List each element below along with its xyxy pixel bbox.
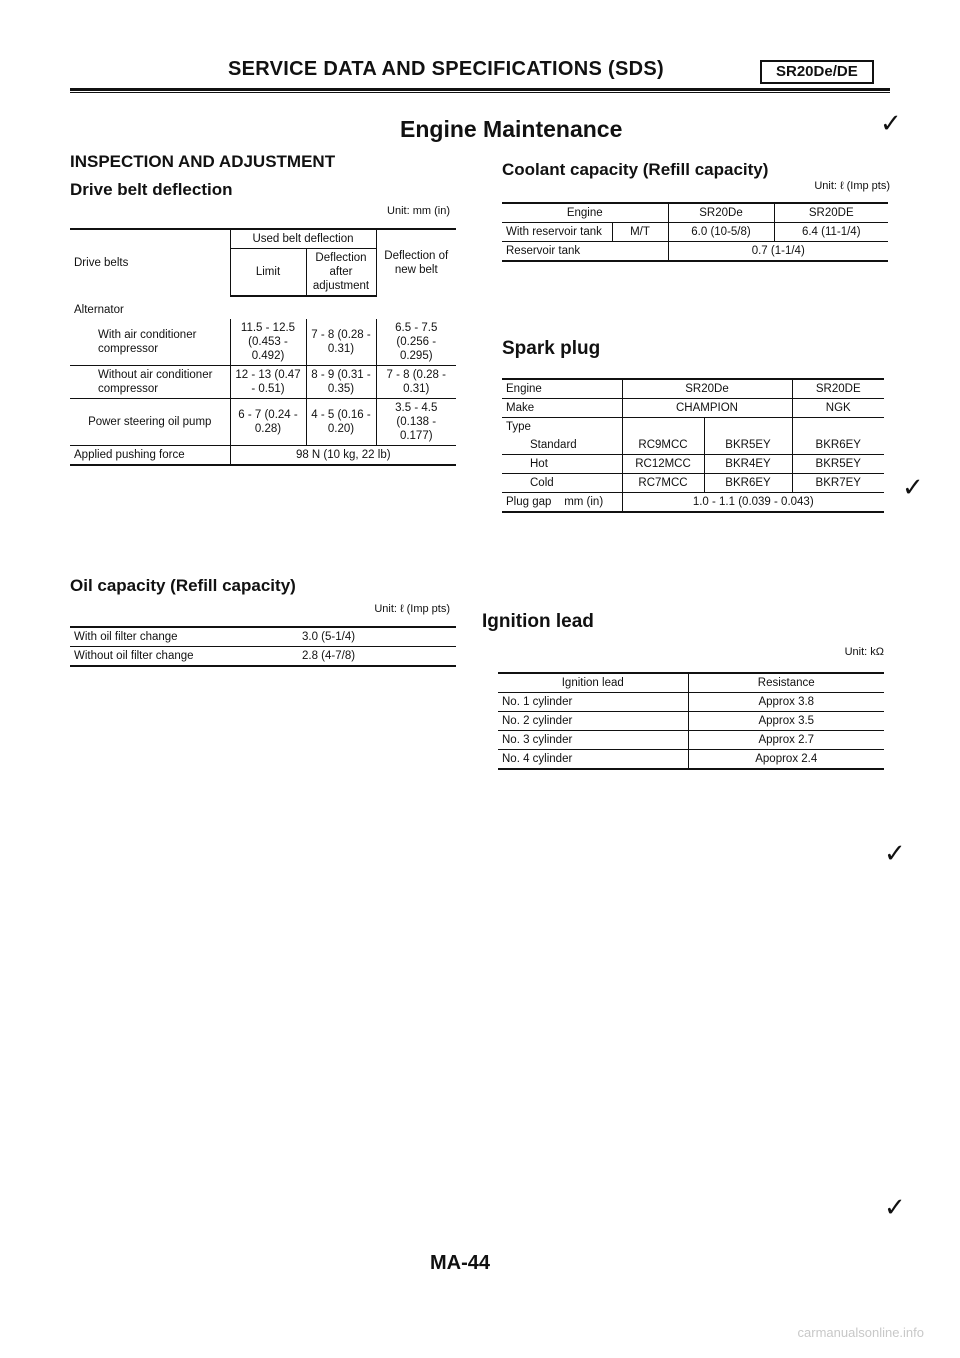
limit-value: 12 - 13 (0.47 - 0.51)	[230, 366, 306, 399]
row-label: No. 4 cylinder	[498, 750, 688, 770]
new-belt-header: Deflection of new belt	[376, 229, 456, 296]
table-row	[502, 455, 884, 474]
alternator-label: Alternator	[74, 304, 124, 316]
table-row	[70, 319, 456, 366]
plug-gap-unit: mm (in)	[564, 496, 604, 508]
drive-belt-title: Drive belt deflection	[70, 180, 233, 199]
pushing-force-value: 98 N (10 kg, 22 lb)	[230, 446, 456, 466]
transmission-value: M/T	[612, 223, 668, 242]
ignition-lead-title: Ignition lead	[482, 611, 594, 632]
new-value: 7 - 8 (0.28 - 0.31)	[376, 366, 456, 399]
table-row	[502, 242, 888, 262]
after-value: 7 - 8 (0.28 - 0.31)	[306, 319, 376, 366]
ignition-lead-header: Ignition lead	[498, 673, 688, 693]
ignition-lead-unit: Unit: kΩ	[844, 646, 884, 658]
after-value: 4 - 5 (0.16 - 0.20)	[306, 399, 376, 446]
revision-check-mark: ✓	[884, 838, 906, 868]
inspection-heading: INSPECTION AND ADJUSTMENT	[70, 152, 336, 171]
spark-plug-table	[502, 378, 884, 513]
ngk-lower-value: BKR4EY	[704, 455, 792, 474]
plug-gap-label	[502, 493, 622, 513]
revision-check-mark: ✓	[902, 472, 924, 502]
row-value: 0.7 (1-1/4)	[668, 242, 888, 262]
row-label: No. 3 cylinder	[498, 731, 688, 750]
engine-header: Engine	[502, 379, 622, 399]
table-row	[70, 446, 456, 466]
coolant-capacity-title: Coolant capacity (Refill capacity)	[502, 160, 769, 179]
champion-value: RC12MCC	[622, 455, 704, 474]
ngk-lower-value: BKR6EY	[704, 474, 792, 493]
table-row	[70, 399, 456, 446]
ngk-upper-value: BKR6EY	[792, 436, 884, 455]
table-row	[498, 750, 884, 770]
sr20de-upper-value: 6.4 (11-1/4)	[774, 223, 888, 242]
table-row	[498, 731, 884, 750]
drive-belt-table	[70, 228, 456, 466]
row-value: 2.8 (4-7/8)	[270, 647, 456, 667]
new-value: 3.5 - 4.5 (0.138 - 0.177)	[376, 399, 456, 446]
ngk-lower-value: BKR5EY	[704, 436, 792, 455]
used-belt-header: Used belt deflection	[230, 229, 376, 249]
make-champion: CHAMPION	[622, 399, 792, 418]
table-row	[502, 223, 888, 242]
row-label: Cold	[502, 474, 622, 493]
plug-gap-text: Plug gap	[506, 496, 552, 508]
row-label: Without oil filter change	[70, 647, 270, 667]
page-header-title: SERVICE DATA AND SPECIFICATIONS (SDS)	[228, 58, 664, 80]
table-row	[70, 366, 456, 399]
after-adjustment-header: Deflection after adjustment	[306, 249, 376, 297]
table-row	[502, 436, 884, 455]
coolant-capacity-table	[502, 202, 888, 262]
page-number: MA-44	[430, 1252, 491, 1274]
table-row	[70, 627, 456, 647]
make-label: Make	[502, 399, 622, 418]
sr20de-upper-header: SR20DE	[792, 379, 884, 399]
make-ngk: NGK	[792, 399, 884, 418]
spark-plug-title: Spark plug	[502, 338, 601, 359]
header-rule-thin	[70, 92, 890, 93]
champion-value: RC7MCC	[622, 474, 704, 493]
limit-value: 6 - 7 (0.24 - 0.28)	[230, 399, 306, 446]
oil-capacity-unit: Unit: ℓ (Imp pts)	[374, 603, 450, 615]
after-value: 8 - 9 (0.31 - 0.35)	[306, 366, 376, 399]
row-value: Apoprox 2.4	[688, 750, 884, 770]
table-row	[502, 493, 884, 513]
row-label: Standard	[502, 436, 622, 455]
limit-value: 11.5 - 12.5 (0.453 - 0.492)	[230, 319, 306, 366]
row-label: No. 1 cylinder	[498, 693, 688, 712]
row-value: Approx 2.7	[688, 731, 884, 750]
ngk-upper-value: BKR7EY	[792, 474, 884, 493]
drive-belt-unit: Unit: mm (in)	[387, 205, 450, 217]
row-label: Reservoir tank	[502, 242, 668, 262]
drive-belts-header: Drive belts	[70, 229, 230, 296]
engine-model-badge: SR20De/DE	[760, 60, 874, 84]
sr20de-upper-header: SR20DE	[774, 203, 888, 223]
engine-header: Engine	[502, 203, 668, 223]
row-label: With reservoir tank	[502, 223, 612, 242]
table-row	[498, 712, 884, 731]
oil-capacity-table	[70, 626, 456, 667]
revision-check-mark: ✓	[884, 1192, 906, 1222]
sr20de-lower-value: 6.0 (10-5/8)	[668, 223, 774, 242]
header-rule	[70, 88, 890, 91]
resistance-header: Resistance	[688, 673, 884, 693]
champion-value: RC9MCC	[622, 436, 704, 455]
row-value: Approx 3.5	[688, 712, 884, 731]
sr20de-lower-header: SR20De	[622, 379, 792, 399]
section-title: Engine Maintenance	[400, 116, 623, 142]
ignition-lead-table	[498, 672, 884, 770]
watermark: carmanualsonline.info	[797, 1325, 924, 1340]
pushing-force-label: Applied pushing force	[70, 446, 230, 466]
table-row	[502, 474, 884, 493]
row-value: 3.0 (5-1/4)	[270, 627, 456, 647]
table-row	[502, 399, 884, 418]
type-label: Type	[506, 421, 531, 433]
table-row	[498, 693, 884, 712]
row-label: No. 2 cylinder	[498, 712, 688, 731]
row-label: Without air conditioner compressor	[70, 366, 230, 399]
revision-check-mark: ✓	[880, 108, 902, 138]
row-value: Approx 3.8	[688, 693, 884, 712]
plug-gap-value: 1.0 - 1.1 (0.039 - 0.043)	[622, 493, 884, 513]
coolant-capacity-unit: Unit: ℓ (Imp pts)	[814, 180, 890, 192]
new-value: 6.5 - 7.5 (0.256 - 0.295)	[376, 319, 456, 366]
sr20de-lower-header: SR20De	[668, 203, 774, 223]
row-label: Power steering oil pump	[70, 399, 230, 446]
row-label: With air conditioner compressor	[70, 319, 230, 366]
limit-header: Limit	[230, 249, 306, 297]
row-label: Hot	[502, 455, 622, 474]
ngk-upper-value: BKR5EY	[792, 455, 884, 474]
oil-capacity-title: Oil capacity (Refill capacity)	[70, 576, 296, 595]
table-row	[70, 647, 456, 667]
row-label: With oil filter change	[70, 627, 270, 647]
